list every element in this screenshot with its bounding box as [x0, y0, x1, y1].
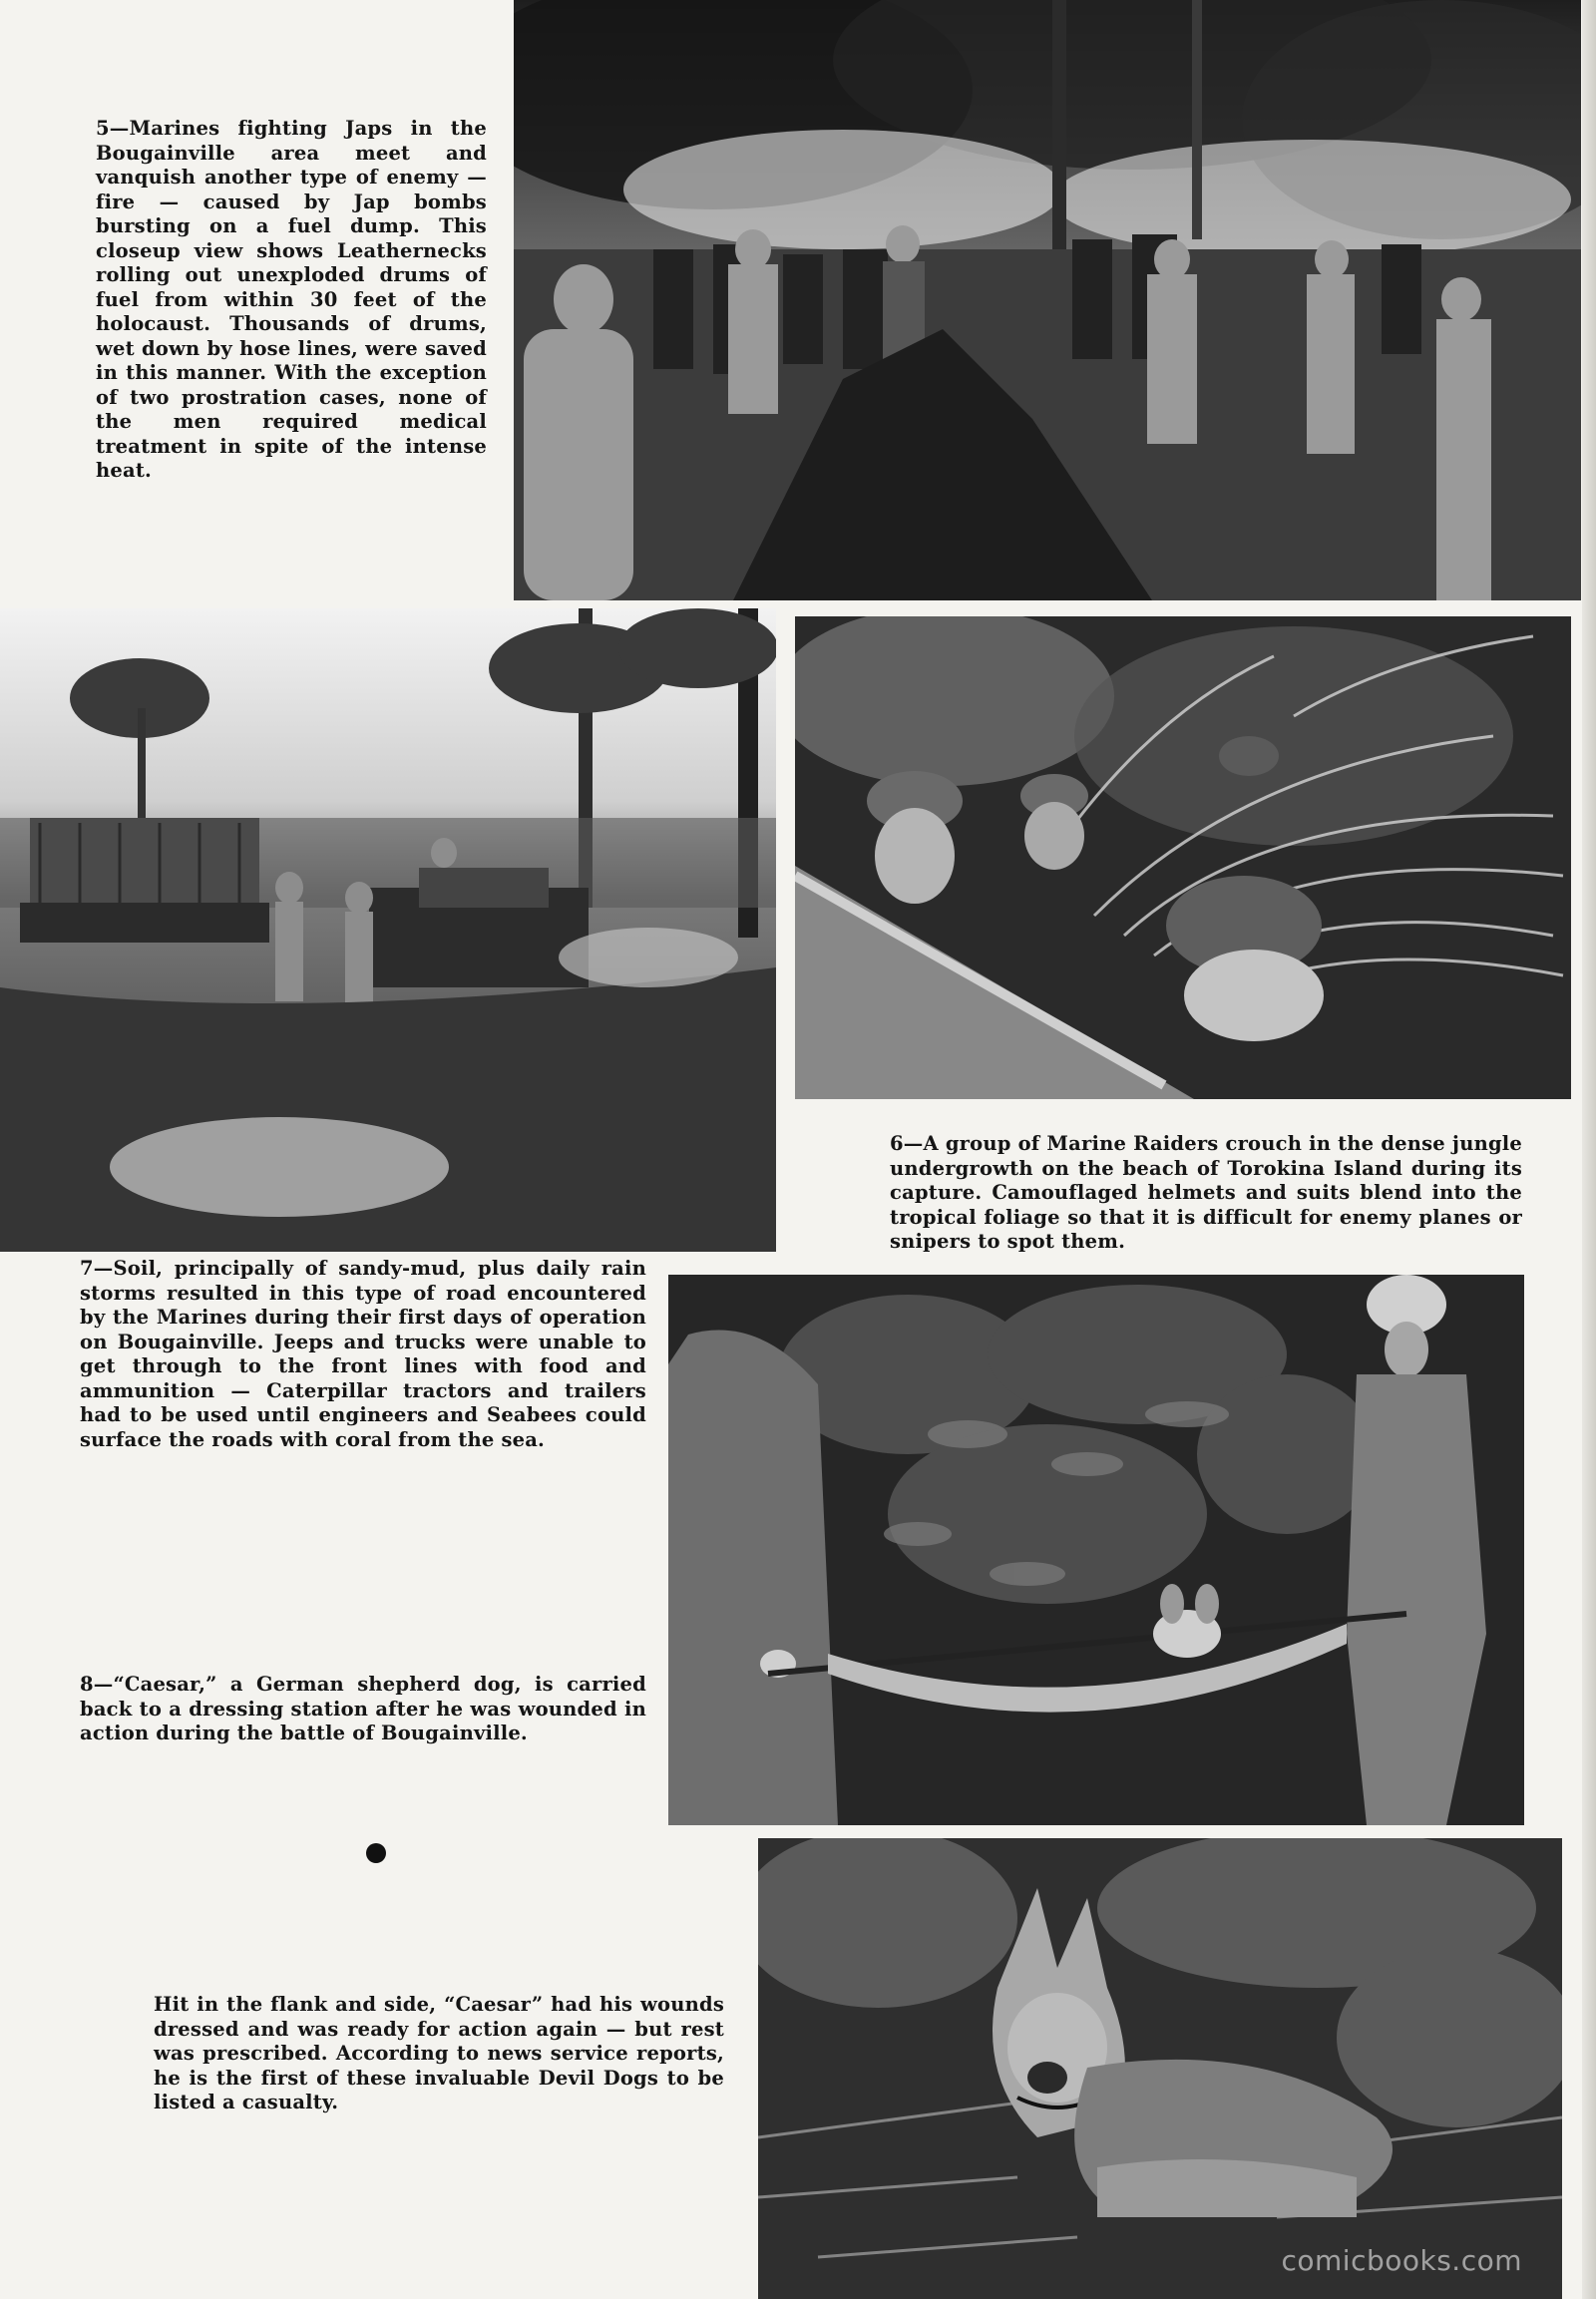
photo-caesar-stretcher [668, 1275, 1524, 1825]
bullet-dot [366, 1843, 386, 1863]
photo-caesar-resting [758, 1838, 1562, 2299]
watermark: comicbooks.com [1281, 2244, 1522, 2277]
caption-photo-9: Hit in the flank and side, “Caesar” had his wounds dressed and was ready for action again — but rest was prescribed. According to news service reports, he is the first of these invaluable Devil Dogs to be listed a casualty. [154, 1993, 724, 2113]
photo-marine-raiders-jungle [795, 616, 1571, 1099]
caption-photo-8: 8—“Caesar,” a German shepherd dog, is carried back to a dressing station after he was wounded in action during the battle of Bougainville. [80, 1673, 646, 1744]
caption-photo-5: 5—Marines fighting Japs in the Bougainville area meet and vanquish another type of enemy — fire — caused by Jap bombs bursting on a fuel dump. This closeup view shows Leathernecks rolling out unexploded drums of fuel from within 30 feet of the holocaust. Thousands of drums, wet down by hose lines, were saved in this manner. With the exception of two prostration cases, none of the men required medical treatment in spite of the intense heat. [96, 117, 487, 482]
caption-photo-7: 7—Soil, principally of sandy-mud, plus daily rain storms resulted in this type of road encountered by the Marines during their first days of operation on Bougainville. Jeeps and trucks were unable to get through to the front lines with food and ammunition — Caterpillar tractors and trailers had to be used until engineers and Seabees could surface the roads with coral from the sea. [80, 1257, 646, 1451]
photo-fuel-dump-fire [514, 0, 1581, 600]
page-edge [1582, 0, 1596, 2299]
photo-muddy-road-tractor [0, 608, 776, 1252]
caption-photo-6: 6—A group of Marine Raiders crouch in the dense jungle undergrowth on the beach of Torokina Island during its capture. Camouflaged helmets and suits blend into the tropical foliage so that it is difficult for enemy planes or snipers to spot them. [890, 1132, 1522, 1253]
